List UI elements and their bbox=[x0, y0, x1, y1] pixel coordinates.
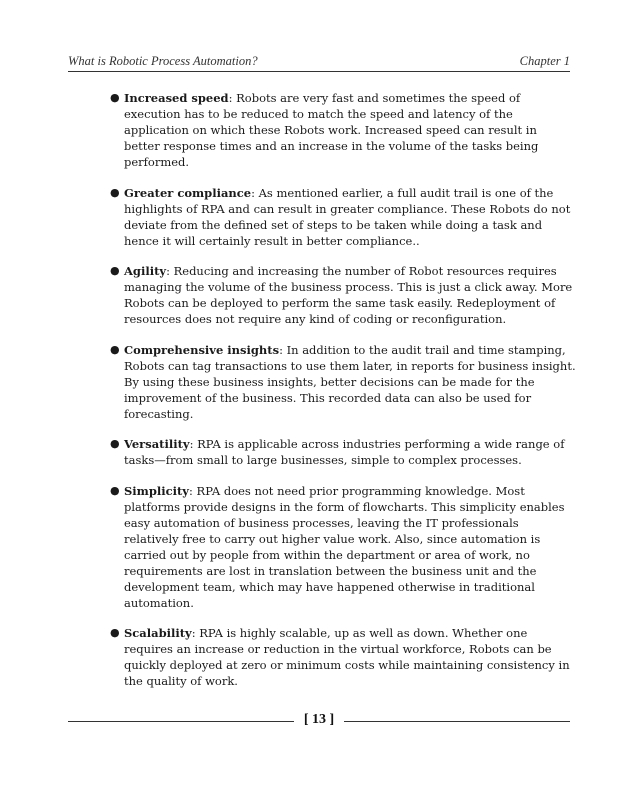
bullet-icon: ● bbox=[110, 264, 120, 277]
list-item-text: : As mentioned earlier, a full audit trail is one of the highlights of RPA and can result in greater compliance. These Robots do not deviate from the defined set of steps to be taken while doing a task and hence it will certainly result in better compliance.. bbox=[124, 185, 571, 248]
list-item bbox=[106, 263, 576, 327]
running-header bbox=[68, 53, 570, 72]
list-item-text: : Robots are very fast and sometimes the speed of execution has to be reduced to match the speed and latency of the application on which these Robots work. Increased speed can result in better response times and an increase in the volume of the tasks being performed. bbox=[124, 91, 539, 169]
list-item-text: : In addition to the audit trail and time stamping, Robots can tag transactions to use them later, in reports for business insight. By using these business insights, better decisions can be made for the improvement of the business. This recorded data can also be used for forecasting. bbox=[124, 342, 576, 421]
list-item bbox=[106, 625, 576, 689]
list-item bbox=[106, 342, 576, 422]
list-item bbox=[106, 483, 576, 611]
list-item-term: Scalability bbox=[124, 626, 192, 640]
bullet-icon: ● bbox=[110, 342, 120, 356]
list-item-term: Comprehensive insights bbox=[124, 342, 280, 357]
list-item-text: : RPA does not need prior programming knowledge. Most platforms provide designs in the form of flowcharts. This simplicity enables easy automation of business processes, leaving the IT professionals relatively free to carry out higher value work. Also, since automation is carried out by people from within the department or area of work, no requirements are lost in translation between the business unit and the development team, which may have happened otherwise in traditional automation. bbox=[124, 483, 565, 610]
list-item-term: Increased speed bbox=[124, 91, 229, 105]
bullet-icon: ● bbox=[110, 483, 120, 497]
benefits-list bbox=[106, 90, 576, 689]
list-item-term: Versatility bbox=[124, 437, 190, 451]
list-item-text: : RPA is highly scalable, up as well as down. Whether one requires an increase or reduction in the virtual workforce, Robots can be quickly deployed at zero or minimum costs while maintaining consistency in the quality of work. bbox=[124, 626, 570, 688]
header-title: What is Robotic Process Automation? bbox=[68, 54, 258, 68]
list-item-term: Greater compliance bbox=[124, 185, 252, 200]
bullet-icon: ● bbox=[110, 626, 120, 639]
list-item bbox=[106, 185, 576, 249]
page-footer bbox=[68, 710, 570, 732]
list-item bbox=[106, 90, 576, 170]
footer-rule-left bbox=[68, 721, 294, 722]
list-item-text: : Reducing and increasing the number of Robot resources requires managing the volume of the business process. This is just a click away. More Robots can be deployed to perform the same task easily. Redeployment of resources does not require any kind of coding or reconfiguration. bbox=[124, 264, 573, 326]
bullet-icon: ● bbox=[110, 91, 120, 104]
header-chapter: Chapter 1 bbox=[519, 54, 570, 68]
footer-rule-right bbox=[344, 721, 570, 722]
list-item-term: Agility bbox=[124, 264, 167, 278]
bullet-icon: ● bbox=[110, 437, 120, 450]
page-number: [ 13 ] bbox=[303, 712, 335, 727]
list-item-text: : RPA is applicable across industries performing a wide range of tasks—from small to large businesses, simple to complex processes. bbox=[124, 437, 565, 467]
page-content bbox=[106, 90, 576, 704]
list-item-term: Simplicity bbox=[124, 483, 189, 498]
bullet-icon: ● bbox=[110, 185, 120, 199]
list-item bbox=[106, 436, 576, 468]
